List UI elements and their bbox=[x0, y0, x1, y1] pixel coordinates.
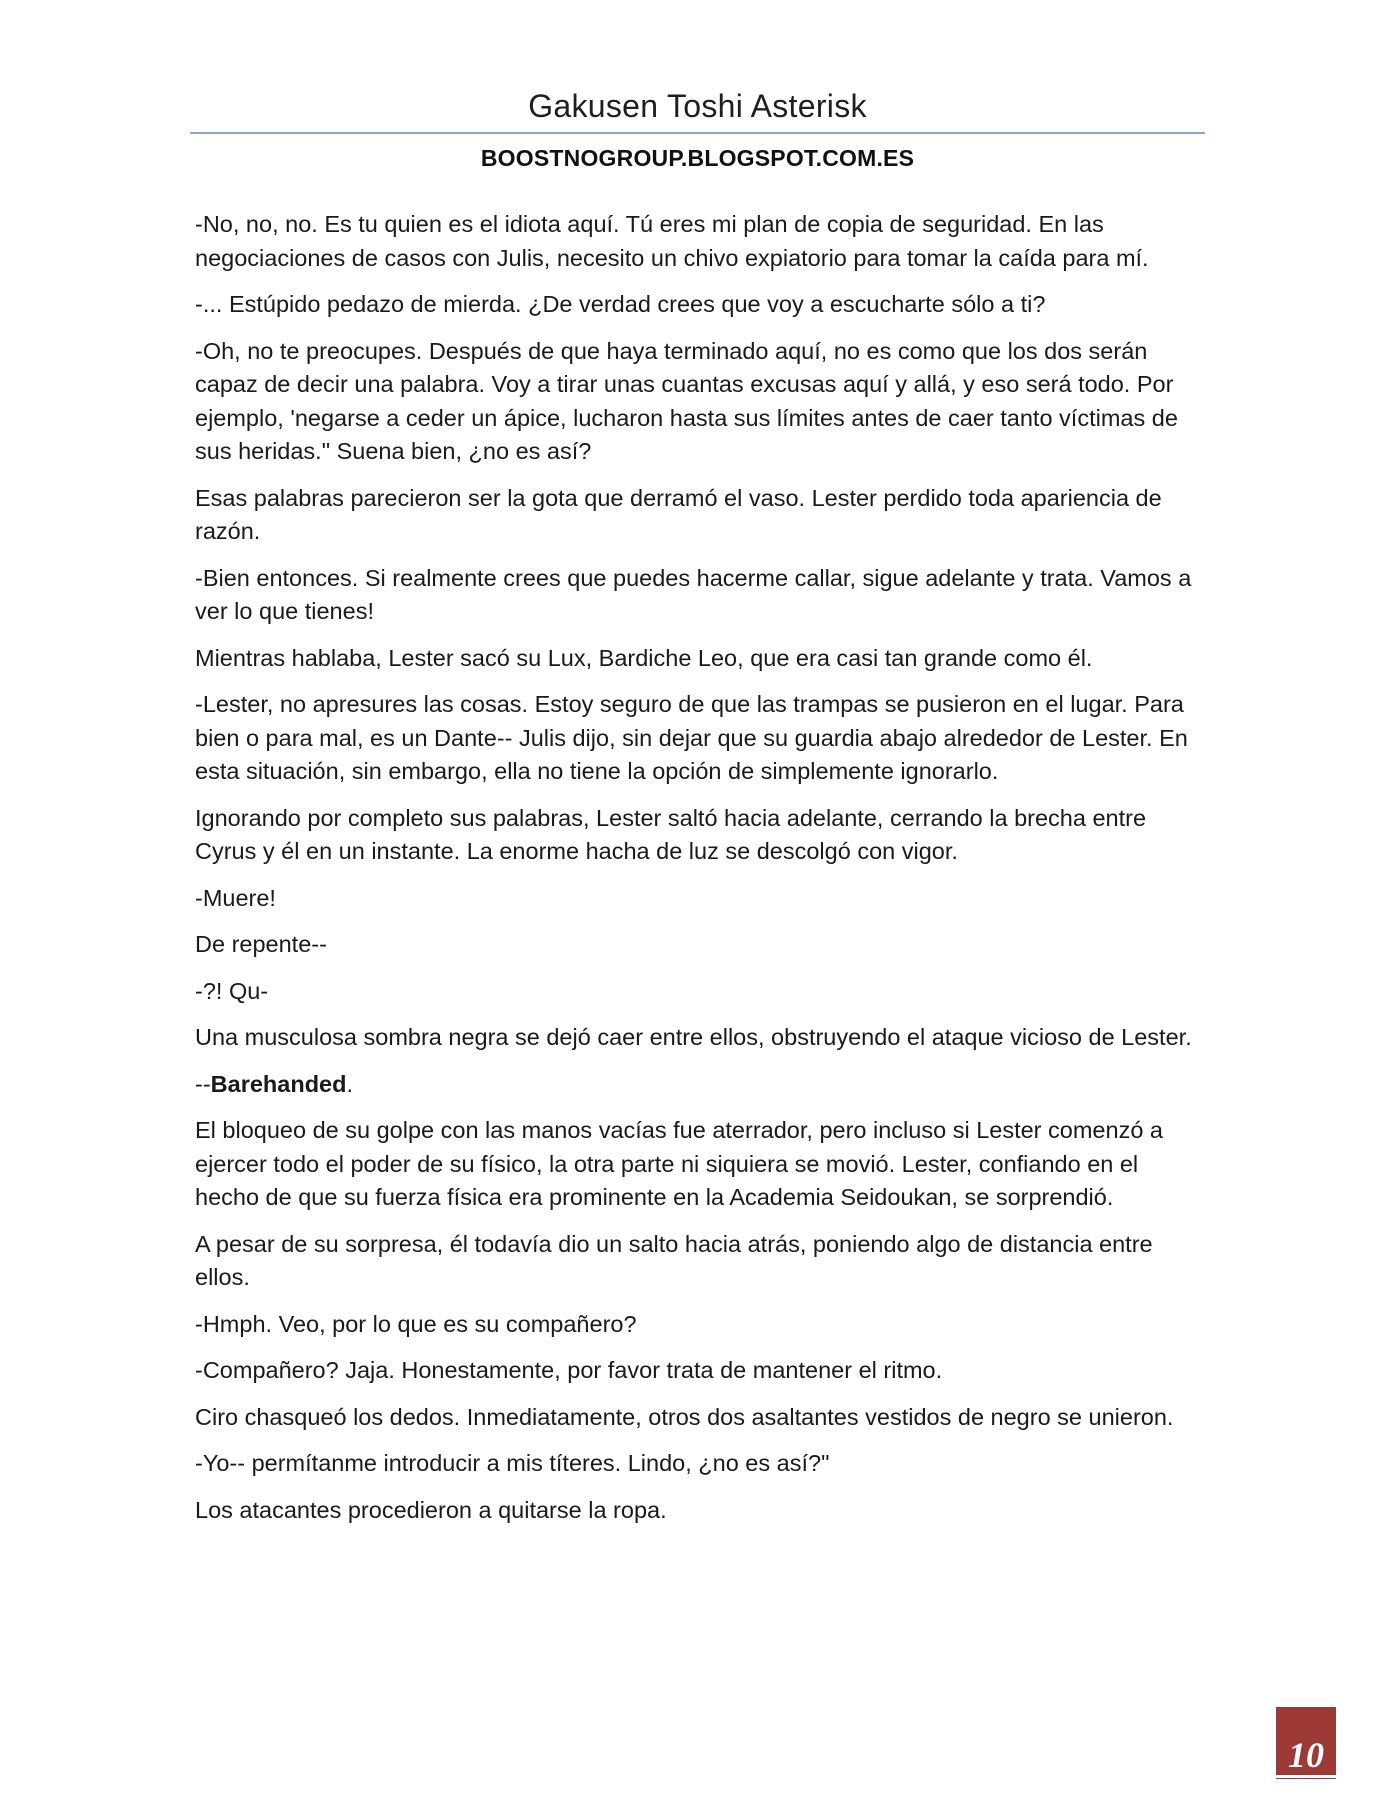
paragraph bbox=[195, 642, 1205, 676]
page-number-badge bbox=[1276, 1707, 1336, 1779]
paragraph-text: Los atacantes procedieron a quitarse la ropa. bbox=[195, 1496, 667, 1523]
paragraph-bold-text: Barehanded bbox=[210, 1070, 347, 1097]
paragraph bbox=[195, 1114, 1205, 1215]
paragraph-text: -Hmph. Veo, por lo que es su compañero? bbox=[195, 1310, 637, 1337]
paragraph bbox=[195, 688, 1205, 789]
paragraph bbox=[195, 1354, 1205, 1388]
paragraph bbox=[195, 208, 1205, 275]
document-title: Gakusen Toshi Asterisk bbox=[528, 88, 867, 124]
paragraph-text: Ciro chasqueó los dedos. Inmediatamente, otros dos asaltantes vestidos de negro se unieron. bbox=[195, 1403, 1174, 1430]
paragraph-text: A pesar de su sorpresa, él todavía dio un salto hacia atrás, poniendo algo de distancia entre ellos. bbox=[195, 1230, 1153, 1290]
paragraph bbox=[195, 975, 1205, 1009]
paragraph-text: Mientras hablaba, Lester sacó su Lux, Bardiche Leo, que era casi tan grande como él. bbox=[195, 644, 1093, 671]
paragraph-text: -Muere! bbox=[195, 884, 276, 911]
paragraph-text: Una musculosa sombra negra se dejó caer entre ellos, obstruyendo el ataque vicioso de Lester. bbox=[195, 1024, 1192, 1050]
paragraph bbox=[195, 802, 1205, 869]
paragraph-text: -... Estúpido pedazo de mierda. ¿De verdad crees que voy a escucharte sólo a ti? bbox=[195, 291, 1046, 317]
paragraph bbox=[195, 1494, 1205, 1528]
paragraph-text: -Compañero? Jaja. Honestamente, por favor trata de mantener el ritmo. bbox=[195, 1357, 943, 1383]
paragraph bbox=[195, 1401, 1205, 1435]
paragraph bbox=[195, 1068, 1205, 1102]
paragraph-prefix: -- bbox=[195, 1070, 211, 1097]
paragraph-text: -Lester, no apresures las cosas. Estoy seguro de que las trampas se pusieron en el lugar. Para bien o para mal, es un Dante-- Julis dijo, sin dejar que su guardia abajo alrededor de Lester. En esta situación, sin embargo, ella no tiene la opción de simplemente ignorarlo. bbox=[195, 691, 1188, 784]
page-number: 10 bbox=[1288, 1735, 1324, 1775]
header-divider bbox=[190, 132, 1205, 134]
paragraph bbox=[195, 1447, 1205, 1481]
page-header bbox=[190, 80, 1205, 172]
page-number-underline bbox=[1276, 1775, 1336, 1778]
paragraph bbox=[195, 882, 1205, 916]
paragraph bbox=[195, 562, 1205, 629]
paragraph-text: -No, no, no. Es tu quien es el idiota aquí. Tú eres mi plan de copia de seguridad. En las negociaciones de casos con Julis, necesito un chivo expiatorio para tomar la caída para mí. bbox=[195, 211, 1149, 271]
paragraph-text: -Oh, no te preocupes. Después de que haya terminado aquí, no es como que los dos serán capaz de decir una palabra. Voy a tirar unas cuantas excusas aquí y allá, y eso será todo. Por ejemplo, 'negarse a ceder un ápice, lucharon hasta sus límites antes de caer tanto víctimas de sus heridas." Suena bien, ¿no es así? bbox=[195, 337, 1178, 464]
paragraph bbox=[195, 288, 1205, 322]
paragraph bbox=[195, 928, 1205, 962]
paragraph-text: -Yo-- permítanme introducir a mis títeres. Lindo, ¿no es así?" bbox=[195, 1450, 830, 1476]
paragraph bbox=[195, 335, 1205, 469]
paragraph bbox=[195, 1021, 1205, 1055]
paragraph bbox=[195, 482, 1205, 549]
paragraph-text: De repente-- bbox=[195, 931, 327, 957]
paragraph-text: Esas palabras parecieron ser la gota que derramó el vaso. Lester perdido toda apariencia de razón. bbox=[195, 484, 1162, 544]
paragraph-text: . bbox=[346, 1070, 354, 1097]
paragraph-text: El bloqueo de su golpe con las manos vacías fue aterrador, pero incluso si Lester comenzó a ejercer todo el poder de su físico, la otra parte ni siquiera se movió. Lester, confiando en el hecho de que su fuerza física era prominente en la Academia Seidoukan, se sorprendió. bbox=[195, 1117, 1163, 1210]
paragraph-text: -Bien entonces. Si realmente crees que puedes hacerme callar, sigue adelante y trata. Vamos a ver lo que tienes! bbox=[195, 564, 1192, 624]
document-body bbox=[195, 208, 1205, 1540]
paragraph-text: Ignorando por completo sus palabras, Lester saltó hacia adelante, cerrando la brecha entre Cyrus y él en un instante. La enorme hacha de luz se descolgó con vigor. bbox=[195, 804, 1147, 864]
paragraph bbox=[195, 1308, 1205, 1342]
paragraph-text: -?! Qu- bbox=[195, 977, 269, 1004]
site-url: BOOSTNOGROUP.BLOGSPOT.COM.ES bbox=[480, 145, 915, 171]
paragraph bbox=[195, 1228, 1205, 1295]
